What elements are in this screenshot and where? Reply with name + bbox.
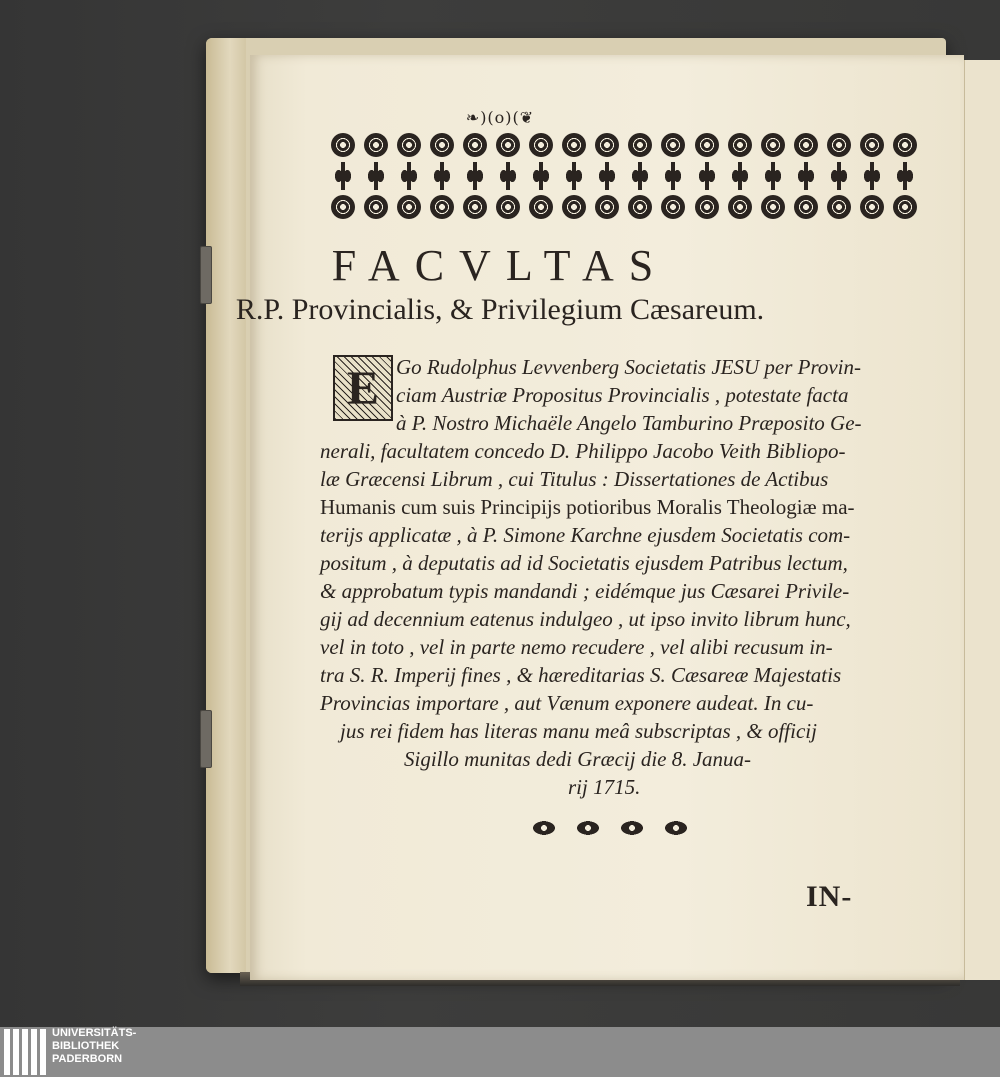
flower-ornament-icon [860,195,884,219]
floral-ornament-cell [361,133,391,219]
clasp-lower [200,710,212,768]
floral-ornament-cell [692,133,722,219]
text-line: Provincias importare , aut Vænum exponere audeat. In cu- [320,691,814,715]
tail-ornament-flower [614,817,650,839]
top-ornament: ❧)(o)(❦ [465,108,535,127]
flower-ornament-icon [463,195,487,219]
flower-ornament-icon [595,133,619,157]
text-line: jus rei fidem has literas manu meâ subscriptas , & officij [340,719,817,743]
floral-ornament-cell [493,133,523,219]
flower-ornament-icon [496,195,520,219]
flower-ornament-icon [827,133,851,157]
leaf-ornament-icon [563,162,585,190]
flower-ornament-icon [661,195,685,219]
flower-ornament-icon [463,133,487,157]
page-title: FACVLTAS [331,241,669,290]
floral-ornament-cell [394,133,424,219]
library-name-line: BIBLIOTHEK [52,1040,120,1052]
leaf-ornament-icon [795,162,817,190]
text-line: Humanis cum suis Principijs potioribus Moralis Theologiæ ma- [320,495,855,519]
flower-ornament-icon [794,133,818,157]
flower-ornament-icon [628,195,652,219]
flower-ornament-icon [794,195,818,219]
leaf-ornament-icon [696,162,718,190]
text-line: tra S. R. Imperij fines , & hæreditarias S. Cæsareæ Majestatis [320,663,842,687]
flower-ornament-icon [893,195,917,219]
flower-ornament-icon [331,133,355,157]
flower-ornament-icon [364,195,388,219]
flower-ornament-icon [397,133,421,157]
text-line: à P. Nostro Michaële Angelo Tamburino Præposito Ge- [396,411,862,435]
flower-ornament-icon [529,195,553,219]
flower-ornament-icon [761,133,785,157]
flower-ornament-icon [430,133,454,157]
leaf-ornament-icon [332,162,354,190]
floral-ornament-cell [592,133,622,219]
text-line: rij 1715. [568,775,641,799]
flower-ornament-icon [661,133,685,157]
library-logo-icon [4,1029,46,1075]
floral-ornament-cell [328,133,358,219]
leaf-ornament-icon [398,162,420,190]
catchword: IN- [806,880,853,913]
text-line: & approbatum typis mandandi ; eidémque jus Cæsarei Privile- [320,579,850,603]
leaf-ornament-icon [464,162,486,190]
floral-ornament-band [328,133,920,219]
flower-ornament-icon [364,133,388,157]
flower-ornament-icon [827,195,851,219]
floral-ornament-cell [857,133,887,219]
leaf-ornament-icon [431,162,453,190]
flower-ornament-icon [529,133,553,157]
leaf-ornament-icon [762,162,784,190]
text-line: positum , à deputatis ad id Societatis ejusdem Patribus lectum, [320,551,848,575]
cover-spine-edge [206,38,246,973]
floral-ornament-cell [658,133,688,219]
tail-ornament-flower [526,817,562,839]
library-name-line: UNIVERSITÄTS- [52,1027,137,1039]
flower-ornament-icon [728,195,752,219]
tail-ornament-flower [658,817,694,839]
flower-ornament-icon [496,133,520,157]
text-line: læ Græcensi Librum , cui Titulus : Dissertationes de Actibus [320,467,829,491]
library-name [52,1027,136,1066]
flower-ornament-icon [430,195,454,219]
text-line: nerali, facultatem concedo D. Philippo Jacobo Veith Bibliopo- [320,439,846,463]
flower-ornament-icon [860,133,884,157]
flower-ornament-icon [628,133,652,157]
floral-ornament-cell [758,133,788,219]
text-line: terijs applicatæ , à P. Simone Karchne ejusdem Societatis com- [320,523,851,547]
text-line: ciam Austriæ Propositus Provincialis , potestate facta [396,383,849,407]
tail-ornament-flower [570,817,606,839]
floral-ornament-cell [625,133,655,219]
flower-ornament-icon [893,133,917,157]
text-line: Go Rudolphus Levvenberg Societatis JESU per Provin- [396,355,862,379]
leaf-ornament-icon [629,162,651,190]
leaf-ornament-icon [861,162,883,190]
flower-ornament-icon [761,195,785,219]
flower-ornament-icon [562,133,586,157]
page-subtitle: R.P. Provincialis, & Privilegium Cæsareum. [235,293,765,326]
floral-ornament-cell [824,133,854,219]
leaf-ornament-icon [365,162,387,190]
flower-ornament-icon [728,133,752,157]
flower-ornament-icon [695,133,719,157]
footer-bar [0,1027,1000,1077]
text-line: gij ad decennium eatenus indulgeo , ut ipso invito librum hunc, [320,607,851,631]
library-name-line: PADERBORN [52,1053,123,1065]
leaf-ornament-icon [497,162,519,190]
floral-ornament-cell [890,133,920,219]
leaf-ornament-icon [729,162,751,190]
leaf-ornament-icon [530,162,552,190]
flower-ornament-icon [695,195,719,219]
leaf-ornament-icon [596,162,618,190]
floral-ornament-cell [427,133,457,219]
facing-page-edge [964,60,1000,980]
leaf-ornament-icon [894,162,916,190]
flower-ornament-icon [562,195,586,219]
flower-ornament-icon [331,195,355,219]
floral-ornament-cell [725,133,755,219]
floral-ornament-cell [526,133,556,219]
leaf-ornament-icon [662,162,684,190]
flower-ornament-icon [595,195,619,219]
tail-ornament [526,812,694,844]
leaf-ornament-icon [828,162,850,190]
text-line: Sigillo munitas dedi Græcij die 8. Janua- [404,747,752,771]
text-line: vel in toto , vel in parte nemo recudere , vel alibi recusum in- [320,635,833,659]
floral-ornament-cell [460,133,490,219]
floral-ornament-cell [791,133,821,219]
drop-cap: E [333,355,393,421]
floral-ornament-cell [559,133,589,219]
flower-ornament-icon [397,195,421,219]
